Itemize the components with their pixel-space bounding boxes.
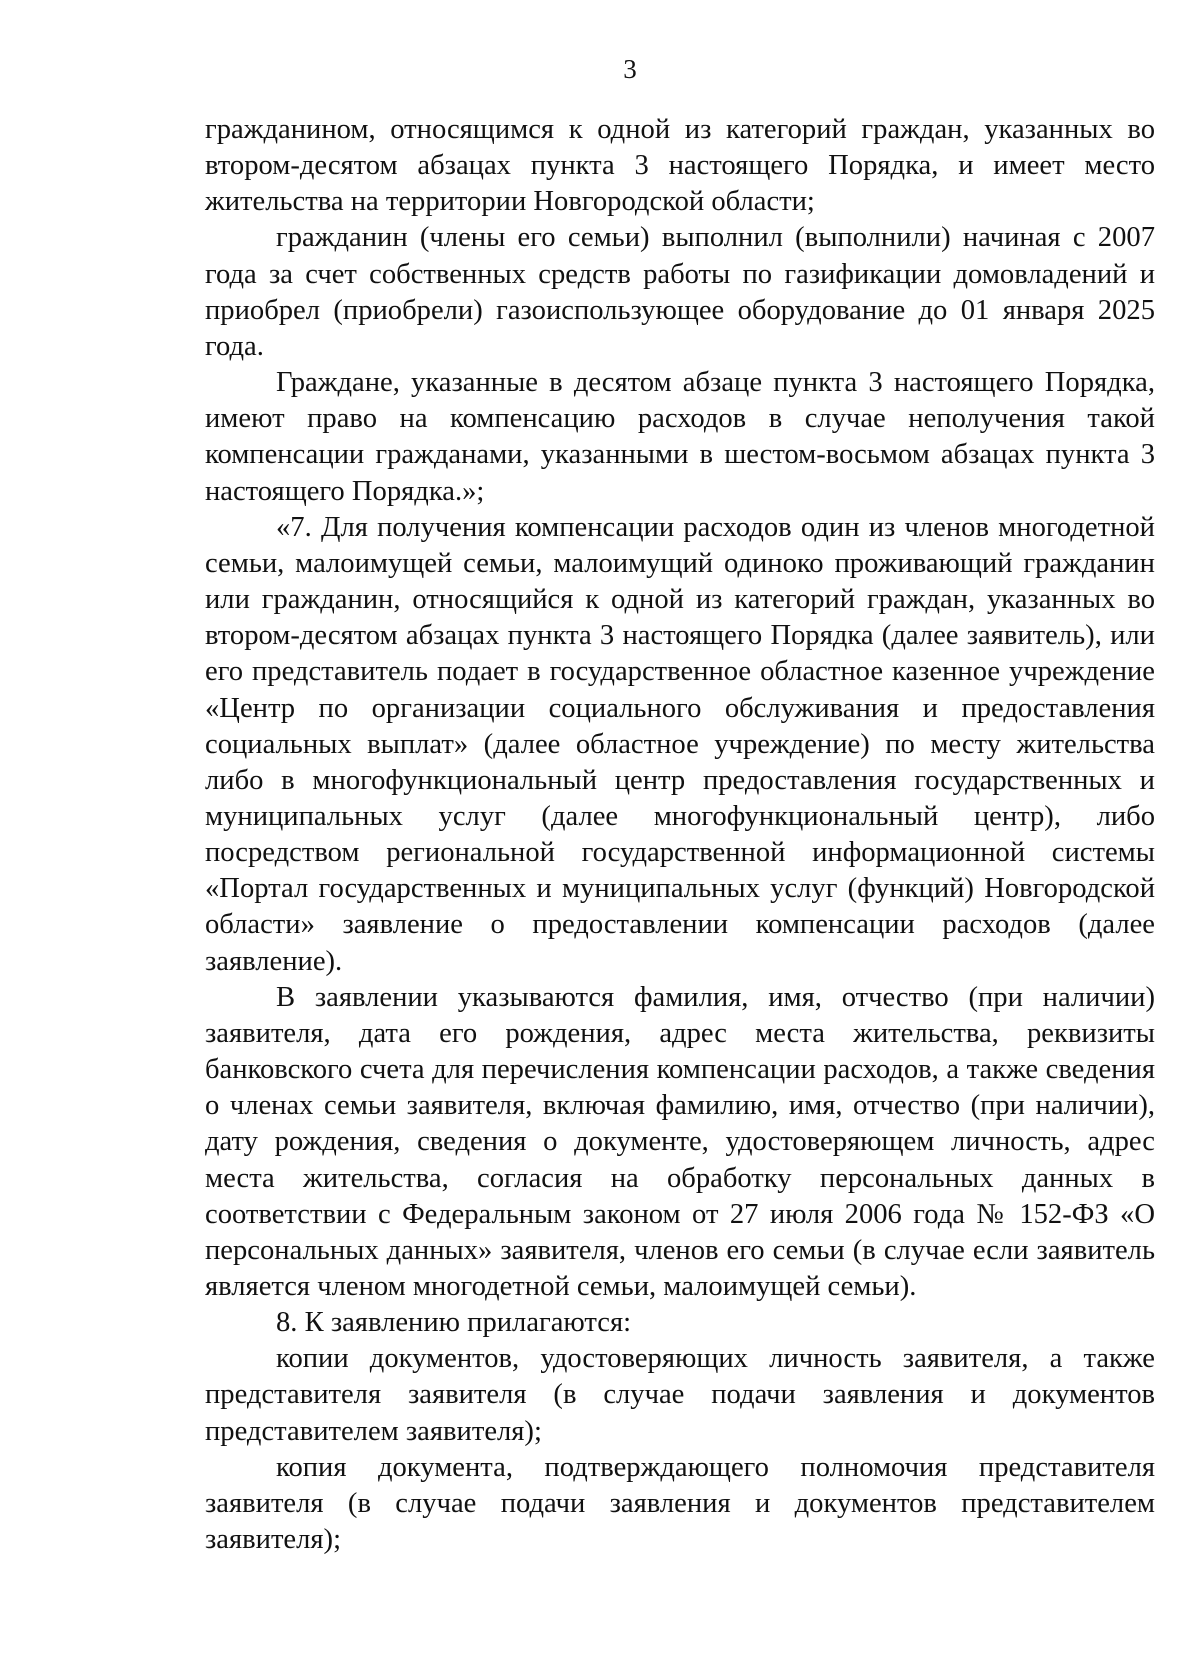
paragraph-gasification-condition: гражданин (члены его семьи) выполнил (выполнили) начиная с 2007 года за счет собственных средств работы по газификации домовладений и приобрел (приобрели) газоиспользующее оборудование до 01 января 2025 года. — [205, 222, 1155, 362]
document-body — [205, 112, 1155, 1558]
page-number: 3 — [623, 54, 637, 84]
paragraph-identity-copies: копии документов, удостоверяющих личность заявителя, а также представителя заявителя (в случае подачи заявления и документов представителем заявителя); — [205, 1343, 1155, 1447]
paragraph-continuation: гражданином, относящимся к одной из категорий граждан, указанных во втором-десятом абзацах пункта 3 настоящего Порядка, и имеет место жительства на территории Новгородской области; — [205, 114, 1155, 218]
paragraph-authority-copy: копия документа, подтверждающего полномочия представителя заявителя (в случае подачи заявления и документов представителем заявителя); — [205, 1451, 1155, 1556]
paragraph-tenth-abzac-right: Граждане, указанные в десятом абзаце пункта 3 настоящего Порядка, имеют право на компенсацию расходов в случае неполучения такой компенсации гражданами, указанными в шестом-восьмом абзацах пункта 3 настоящего Порядка.»; — [205, 367, 1155, 507]
paragraph-item-7: «7. Для получения компенсации расходов один из членов многодетной семьи, малоимущей семьи, малоимущий одиноко проживающий гражданин или гражданин, относящийся к одной из категорий граждан, указанных во втором-десятом абзацах пункта 3 настоящего Порядка (далее заявитель), или его представитель подает в государственное областное казенное учреждение «Центр по организации социального обслуживания и предоставления социальных выплат» (далее областное учреждение) по месту жительства либо в многофункциональный центр предоставления государственных и муниципальных услуг (далее многофункциональный центр), либо посредством региональной государственной информационной системы «Портал государственных и муниципальных услуг (функций) Новгородской области» заявление о предоставлении компенсации расходов (далее заявление). — [205, 511, 1155, 977]
paragraph-item-8: 8. К заявлению прилагаются: — [276, 1307, 632, 1339]
paragraph-application-contents: В заявлении указываются фамилия, имя, отчество (при наличии) заявителя, дата его рождения, адрес места жительства, реквизиты банковского счета для перечисления компенсации расходов, а также сведения о членах семьи заявителя, включая фамилию, имя, отчество (при наличии), дату рождения, сведения о документе, удостоверяющем личность, адрес места жительства, согласия на обработку персональных данных в соответствии с Федеральным законом от 27 июля 2006 года № 152-ФЗ «О персональных данных» заявителя, членов его семьи (в случае если заявитель является членом многодетной семьи, малоимущей семьи). — [205, 981, 1155, 1302]
